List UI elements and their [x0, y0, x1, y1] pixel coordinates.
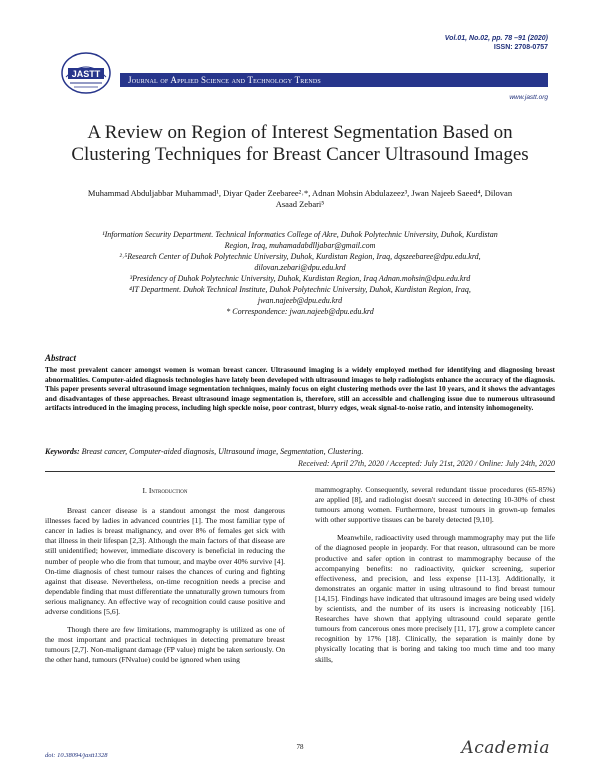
affiliation-line: jwan.najeeb@dpu.edu.krd: [257, 296, 343, 305]
correspondence-line: * Correspondence: jwan.najeeb@dpu.edu.krd: [226, 307, 374, 316]
title-line: Clustering Techniques for Breast Cancer Ultrasound Images: [71, 144, 529, 165]
journal-website[interactable]: www.jastt.org: [509, 94, 548, 101]
affiliation-line: ²˒⁵Research Center of Duhok Polytechnic University, Duhok, Kurdistan Region, Iraq, dqszeebaree@dpu.edu.krd,: [119, 252, 481, 261]
body-paragraph: Though there are few limitations, mammography is utilized as one of the most important and practical techniques in detecting premature breast tumours [2,7]. Non-malignant damage (FP value) might be taken seriously. On the other hand, tumours (FNvalue) could be ignored when using: [45, 625, 285, 665]
abstract-text: The most prevalent cancer amongst women is woman breast cancer. Ultrasound imaging is a widely employed method for identifying and diagnosing breast abnormalities. Computer-aided diagnosis technologies have lately been developed with ultrasound images to help radiologists enhance the accuracy of the diagnosis. This paper presents several ultrasound image segmentation techniques, mainly focus on eight clustering methods over the last 10 years, and it shows the advantages and disadvantages of these approaches. Breast ultrasound image segmentation is, therefore, still an accessible and challenging issue due to numerous ultrasound artifacts introduced in the imaging process, including high speckle noise, poor contrast, blurry edges, weak signal-to-noise ratio, and intensity inhomogeneity.: [45, 365, 555, 413]
left-column: [45, 485, 285, 674]
divider: [45, 471, 555, 472]
volume-info: [445, 34, 548, 52]
authors-line: Asaad Zebari⁵: [275, 199, 325, 209]
affiliation-line: Region, Iraq, muhamadabdlljabar@gmail.com: [224, 241, 376, 250]
affiliation-line: dilovan.zebari@dpu.edu.krd: [254, 263, 346, 272]
section-heading: I. Introduction: [142, 486, 188, 495]
jastt-logo-icon: [60, 51, 112, 95]
issn: ISSN: 2708-0757: [493, 44, 548, 51]
volume-line: Vol.01, No.02, pp. 78 –91 (2020): [444, 35, 548, 42]
academia-watermark: Academia: [461, 738, 550, 758]
received-dates: Received: April 27th, 2020 / Accepted: July 21st, 2020 / Online: July 24th, 2020: [298, 459, 555, 468]
logo-text: JASTT: [71, 69, 101, 79]
body-paragraph: mammography. Consequently, several redundant tissue procedures (65-85%) are applied [8], and radiologist doesn't succeed in detecting 10-30% of chest tumours among women. Furthermore, breast tumours in grown-up females with other supportive tissues can be barely detected [9,10].: [315, 485, 555, 525]
body-paragraph: Breast cancer disease is a standout amongst the most dangerous illnesses faced by ladies in advanced countries [1]. The most familiar type of cancer in ladies is breast malignancy, and over 8% of females get sick with that illness in their lifespan [2,3]. Although the main factors of that disease are still unidentified; however, immediate discovery is beneficial in reducing the number of people who die from that tumour, and maybe over 40% survive [4]. On-time diagnosis of chest tumour raises the chances of curing and fighting against that disease. Nevertheless, on-time recognition needs a precise and dependable finding that must differentiate the unnaturally grown tumours from serious malignancy. An effective way of recognition could cause positive and adverse conditions [5,6].: [45, 506, 285, 617]
right-column: [315, 485, 555, 673]
keywords-text: Breast cancer, Computer-aided diagnosis, Ultrasound image, Segmentation, Clustering.: [79, 447, 364, 456]
keywords: [45, 447, 555, 457]
abstract-heading: Abstract: [45, 353, 77, 363]
body-paragraph: Meanwhile, radioactivity used through mammography may put the life of the diagnosed people in jeopardy. For that reason, ultrasound can be more productive and safer option in contrast to mammography because of the accompanying benefits: no radioactivity, quicker screening, superior effectiveness, and precision, and less expense [11-13]. Additionally, it demonstrates an organic matter in using ultrasound to find breast tumour [14,15]. Findings have indicated that ultrasound images are being used widely by scientists, and the number of its users is increasing noticeably [16]. Researches have shown that applying ultrasound could separate gentle tumours from cancerous ones more precisely [11, 17], grow a complete cancer recognition by 17% [18]. Clinically, the separation is mainly done by physically locating that is boring and taking too much time and too many skills,: [315, 533, 555, 664]
title-line: A Review on Region of Interest Segmentation Based on: [87, 122, 513, 143]
paper-title: [40, 122, 560, 166]
keywords-label: Keywords:: [45, 447, 80, 456]
affiliation-line: ⁴IT Department. Duhok Technical Institute, Duhok Polytechnic University, Duhok, Kurdistan Region, Iraq,: [129, 285, 471, 294]
affiliation-line: ¹Information Security Department. Technical Informatics College of Akre, Duhok Polytechnic University, Duhok, Kurdistan: [102, 230, 498, 239]
affiliation-line: ³Presidency of Duhok Polytechnic University, Duhok, Kurdistan Region, Iraq Adnan.mohsin@dpu.edu.krd: [129, 274, 471, 283]
page-number: 78: [296, 743, 304, 751]
journal-name-bar: Journal of Applied Science and Technology Trends: [120, 73, 548, 87]
author-list: [52, 188, 548, 210]
doi-link[interactable]: doi: 10.38094/jastt1328: [45, 752, 108, 759]
affiliations: [52, 229, 548, 317]
authors-line: Muhammad Abduljabbar Muhammad¹, Diyar Qader Zeebaree²˒*, Adnan Mohsin Abdulazeez³, Jwan Najeeb Saeed⁴, Dilovan: [87, 188, 513, 198]
